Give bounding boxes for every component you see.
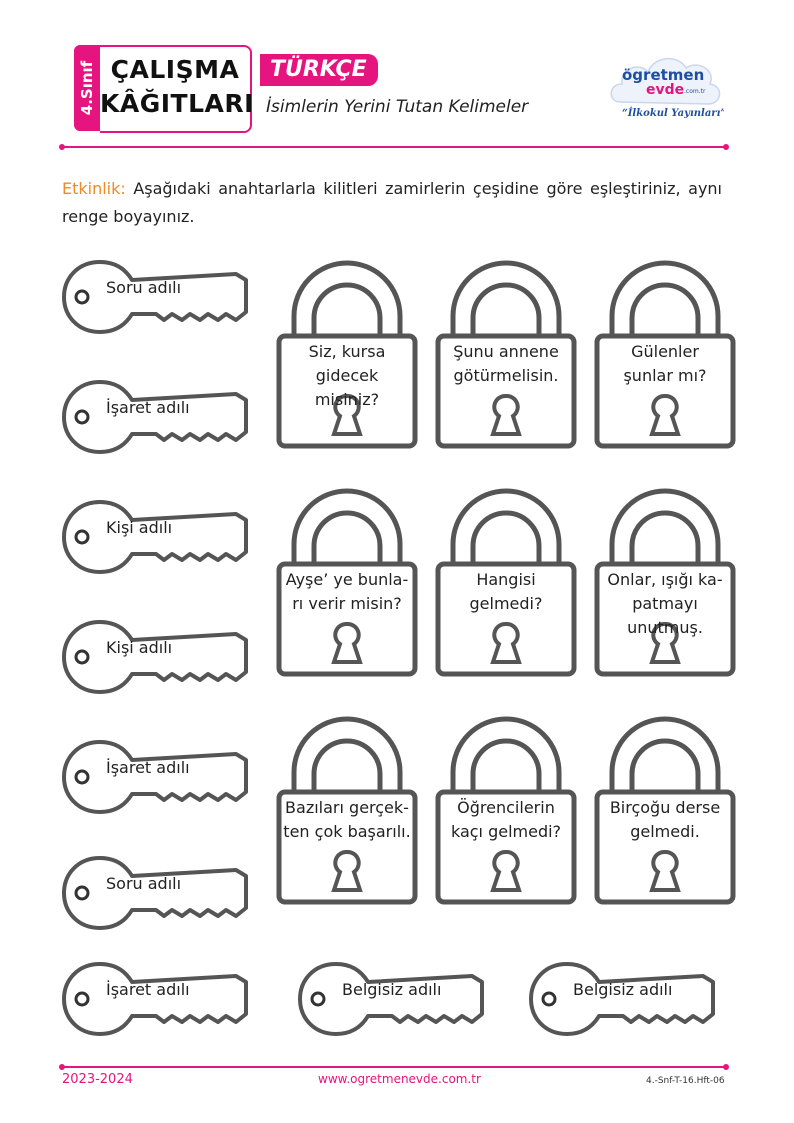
title-line-1: ÇALIŞMA xyxy=(110,55,240,84)
key-4 xyxy=(60,616,250,698)
grade-label: 4.Sınıf xyxy=(78,60,96,116)
publisher-logo xyxy=(606,44,724,128)
key-label: Belgisiz adılı xyxy=(573,980,673,999)
footer-year: 2023-2024 xyxy=(62,1072,133,1087)
logo-name-bottom: evde xyxy=(646,82,685,98)
lock-text: Bazıları gerçek- ten çok başarılı. xyxy=(283,798,411,841)
lock-6 xyxy=(594,484,736,678)
key-label: İşaret adılı xyxy=(106,980,190,999)
key-label: İşaret adılı xyxy=(106,758,190,777)
lock-text: Ayşe’ ye bunla- rı verir misin? xyxy=(285,570,409,613)
footer-url[interactable]: www.ogretmenevde.com.tr xyxy=(318,1072,481,1086)
subject-badge xyxy=(260,54,378,86)
lock-text: Onlar, ışığı ka- patmayı unutmuş. xyxy=(607,570,723,637)
key-icon xyxy=(60,256,250,338)
header-divider xyxy=(62,146,726,148)
key-icon xyxy=(60,736,250,818)
key-icon xyxy=(60,376,250,458)
lock-text: Hangisi gelmedi? xyxy=(469,570,543,613)
lock-7 xyxy=(276,712,418,906)
lock-9 xyxy=(594,712,736,906)
instruction-label: Etkinlik: xyxy=(62,179,126,198)
key-8 xyxy=(296,958,486,1040)
cloud-logo-icon xyxy=(606,44,724,128)
lock-text: Birçoğu derse gelmedi. xyxy=(609,798,721,841)
logo-tagline: “İlkokul Yayınları” xyxy=(622,108,724,119)
key-icon xyxy=(60,852,250,934)
key-7 xyxy=(60,958,250,1040)
lock-text: Şunu annene götürmelisin. xyxy=(453,342,559,385)
key-icon xyxy=(60,496,250,578)
key-icon xyxy=(60,958,250,1040)
footer-code: 4.-Snf-T-16.Hft-06 xyxy=(646,1076,725,1086)
lock-5 xyxy=(435,484,577,678)
instruction-text: Aşağıdaki anahtarlarla kilitleri zamirlerin çeşidine göre eşleştiriniz, aynı renge boyayınız. xyxy=(62,179,722,226)
key-1 xyxy=(60,256,250,338)
title-line-2: KÂĞITLARI xyxy=(100,89,254,118)
key-label: İşaret adılı xyxy=(106,398,190,417)
subject-label: TÜRKÇE xyxy=(270,57,367,82)
topic-title: İsimlerin Yerini Tutan Kelimeler xyxy=(266,97,529,117)
lock-text: Siz, kursa gidecek misiniz? xyxy=(308,342,386,409)
key-label: Kişi adılı xyxy=(106,518,173,537)
key-label: Belgisiz adılı xyxy=(342,980,442,999)
key-label: Soru adılı xyxy=(106,874,182,893)
key-3 xyxy=(60,496,250,578)
lock-text: Öğrencilerin kaçı gelmedi? xyxy=(450,798,562,841)
key-9 xyxy=(527,958,717,1040)
footer-divider xyxy=(62,1066,726,1068)
lock-8 xyxy=(435,712,577,906)
lock-text: Gülenler şunlar mı? xyxy=(623,342,707,385)
key-icon xyxy=(527,958,717,1040)
logo-name-top: ögretmen xyxy=(622,66,705,84)
key-label: Kişi adılı xyxy=(106,638,173,657)
key-5 xyxy=(60,736,250,818)
lock-2 xyxy=(435,256,577,450)
lock-1 xyxy=(276,256,418,450)
key-icon xyxy=(296,958,486,1040)
grade-tab xyxy=(74,45,100,131)
key-icon xyxy=(60,616,250,698)
lock-3 xyxy=(594,256,736,450)
key-6 xyxy=(60,852,250,934)
key-2 xyxy=(60,376,250,458)
worksheet-title xyxy=(100,45,252,133)
key-label: Soru adılı xyxy=(106,278,182,297)
instruction xyxy=(62,175,722,231)
logo-domain: .com.tr xyxy=(684,88,706,95)
lock-4 xyxy=(276,484,418,678)
